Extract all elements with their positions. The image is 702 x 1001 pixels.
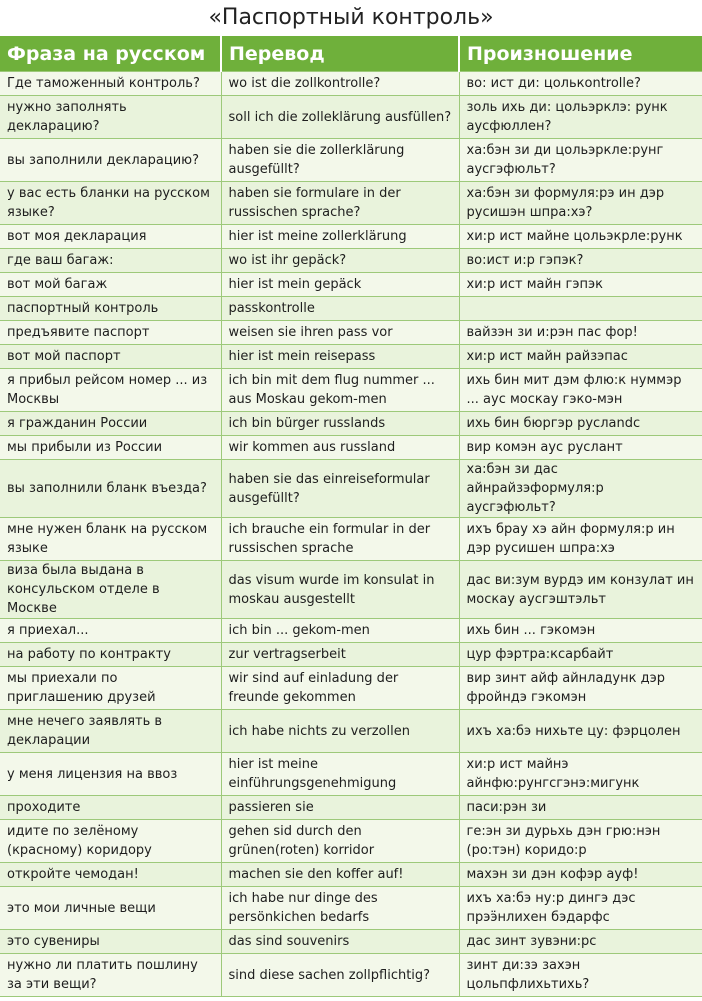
pronunciation-cell	[459, 297, 702, 321]
pronunciation-cell: во:ист и:р гэпэк?	[459, 249, 702, 273]
table-row	[0, 820, 702, 863]
russian-phrase-cell: это мои личные вещи	[0, 887, 221, 930]
russian-phrase-cell: у вас есть бланки на русском языке?	[0, 182, 221, 225]
russian-phrase-cell: идите по зелёному (красному) коридору	[0, 820, 221, 863]
table-row	[0, 710, 702, 753]
table-header-row	[0, 36, 702, 72]
russian-phrase-cell: на работу по контракту	[0, 643, 221, 667]
table-row	[0, 345, 702, 369]
pronunciation-cell: хи:р ист майн райзэпас	[459, 345, 702, 369]
russian-phrase-cell: предъявите паспорт	[0, 321, 221, 345]
header-translation: Перевод	[221, 36, 459, 72]
russian-phrase-cell: это сувениры	[0, 930, 221, 954]
translation-cell: soll ich die zolleklärung ausfüllen?	[221, 96, 459, 139]
translation-cell: ich habe nur dinge des persönkichen bedarfs	[221, 887, 459, 930]
table-row	[0, 321, 702, 345]
table-row	[0, 139, 702, 182]
russian-phrase-cell: вы заполнили бланк въезда?	[0, 460, 221, 518]
table-row	[0, 954, 702, 997]
russian-phrase-cell: вот моя декларация	[0, 225, 221, 249]
table-row	[0, 643, 702, 667]
translation-cell: hier ist meine zollerklärung	[221, 225, 459, 249]
translation-cell: ich habe nichts zu verzollen	[221, 710, 459, 753]
header-pronunciation: Произношение	[459, 36, 702, 72]
pronunciation-cell: ихь бин бюргэр руслandс	[459, 412, 702, 436]
translation-cell: machen sie den koffer auf!	[221, 863, 459, 887]
table-row	[0, 753, 702, 796]
pronunciation-cell: цур фэртра:ксарбайт	[459, 643, 702, 667]
pronunciation-cell: хи:р ист майн гэпэк	[459, 273, 702, 297]
table-row	[0, 297, 702, 321]
russian-phrase-cell: я приехал...	[0, 619, 221, 643]
russian-phrase-cell: где ваш багаж:	[0, 249, 221, 273]
table-row	[0, 72, 702, 96]
table-row	[0, 436, 702, 460]
russian-phrase-cell: я прибыл рейсом номер ... из Москвы	[0, 369, 221, 412]
pronunciation-cell: ха:бэн зи ди цольэркле:рунг аусгэфюльт?	[459, 139, 702, 182]
translation-cell: wir sind auf einladung der freunde gekommen	[221, 667, 459, 710]
translation-cell: passkontrolle	[221, 297, 459, 321]
pronunciation-cell: хи:р ист майне цольэкрле:рунк	[459, 225, 702, 249]
pronunciation-cell: ге:эн зи дурьхь дэн грю:нэн (ро:тэн) коридо:р	[459, 820, 702, 863]
table-row	[0, 369, 702, 412]
table-row	[0, 796, 702, 820]
russian-phrase-cell: виза была выдана в консульском отделе в Москве	[0, 561, 221, 619]
translation-cell: zur vertragserbeit	[221, 643, 459, 667]
table-row	[0, 249, 702, 273]
translation-cell: ich bin ... gekom-men	[221, 619, 459, 643]
russian-phrase-cell: вот мой багаж	[0, 273, 221, 297]
translation-cell: weisen sie ihren pass vor	[221, 321, 459, 345]
translation-cell: wir kommen aus russland	[221, 436, 459, 460]
translation-cell: hier ist meine einführungsgenehmigung	[221, 753, 459, 796]
russian-phrase-cell: мы приехали по приглашению друзей	[0, 667, 221, 710]
translation-cell: wo ist die zollkontrolle?	[221, 72, 459, 96]
pronunciation-cell: ха:бэн зи дас айнрайзэформуля:р аусгэфюльт?	[459, 460, 702, 518]
translation-cell: das sind souvenirs	[221, 930, 459, 954]
pronunciation-cell: зинт ди:зэ захэн цольпфлихьтихь?	[459, 954, 702, 997]
translation-cell: das visum wurde im konsulat in moskau ausgestellt	[221, 561, 459, 619]
table-row	[0, 273, 702, 297]
header-russian-phrase: Фраза на русском	[0, 36, 221, 72]
pronunciation-cell: вайзэн зи и:рэн пас фор!	[459, 321, 702, 345]
table-row	[0, 863, 702, 887]
translation-cell: hier ist mein gepäck	[221, 273, 459, 297]
russian-phrase-cell: вы заполнили декларацию?	[0, 139, 221, 182]
russian-phrase-cell: проходите	[0, 796, 221, 820]
pronunciation-cell: ихъ брау хэ айн формуля:р ин дэр русишен шпра:хэ	[459, 518, 702, 561]
pronunciation-cell: ихь бин ... гэкомэн	[459, 619, 702, 643]
russian-phrase-cell: я гражданин России	[0, 412, 221, 436]
pronunciation-cell: ихь бин мит дэм флю:к нуммэр ... аус москау гэко-мэн	[459, 369, 702, 412]
table-row	[0, 930, 702, 954]
russian-phrase-cell: нужно ли платить пошлину за эти вещи?	[0, 954, 221, 997]
pronunciation-cell: дас ви:зум вурдэ им конзулат ин москау аусгэштэльт	[459, 561, 702, 619]
page-title: «Паспортный контроль»	[0, 0, 702, 36]
russian-phrase-cell: нужно заполнять декларацию?	[0, 96, 221, 139]
translation-cell: wo ist ihr gepäck?	[221, 249, 459, 273]
table-row	[0, 667, 702, 710]
table-row	[0, 887, 702, 930]
translation-cell: sind diese sachen zollpflichtig?	[221, 954, 459, 997]
translation-cell: haben sie das einreiseformular ausgefüllt?	[221, 460, 459, 518]
pronunciation-cell: ихъ ха:бэ ну:р дингэ дэс прэӭнлихен бэдарфс	[459, 887, 702, 930]
pronunciation-cell: махэн зи дэн кофэр ауф!	[459, 863, 702, 887]
pronunciation-cell: ихъ ха:бэ нихьтe цу: фэрцолен	[459, 710, 702, 753]
translation-cell: passieren sie	[221, 796, 459, 820]
table-row	[0, 460, 702, 518]
russian-phrase-cell: мне нужен бланк на русском языке	[0, 518, 221, 561]
translation-cell: gehen sid durch den grünen(roten) korridor	[221, 820, 459, 863]
pronunciation-cell: вир комэн аус руслант	[459, 436, 702, 460]
pronunciation-cell: ха:бэн зи формуля:рэ ин дэр русишэн шпра:хэ?	[459, 182, 702, 225]
translation-cell: haben sie formulare in der russischen sprache?	[221, 182, 459, 225]
pronunciation-cell: золь ихь ди: цольэрклэ: рунк аусфюллен?	[459, 96, 702, 139]
table-row	[0, 96, 702, 139]
translation-cell: haben sie die zollerklärung ausgefüllt?	[221, 139, 459, 182]
russian-phrase-cell: откройте чемодан!	[0, 863, 221, 887]
russian-phrase-cell: мне нечего заявлять в декларации	[0, 710, 221, 753]
translation-cell: hier ist mein reisepass	[221, 345, 459, 369]
russian-phrase-cell: Где таможенный контроль?	[0, 72, 221, 96]
russian-phrase-cell: паспортный контроль	[0, 297, 221, 321]
phrase-table	[0, 36, 702, 997]
table-row	[0, 412, 702, 436]
russian-phrase-cell: мы прибыли из России	[0, 436, 221, 460]
table-row	[0, 518, 702, 561]
translation-cell: ich bin mit dem flug nummer ... aus Moskau gekom-men	[221, 369, 459, 412]
russian-phrase-cell: у меня лицензия на ввоз	[0, 753, 221, 796]
table-row	[0, 561, 702, 619]
russian-phrase-cell: вот мой паспорт	[0, 345, 221, 369]
pronunciation-cell: паси:рэн зи	[459, 796, 702, 820]
pronunciation-cell: во: ист ди: цолькontrolle?	[459, 72, 702, 96]
table-row	[0, 225, 702, 249]
table-row	[0, 619, 702, 643]
translation-cell: ich brauche ein formular in der russischen sprache	[221, 518, 459, 561]
pronunciation-cell: вир зинт айф айнладунк дэр фройндэ гэкомэн	[459, 667, 702, 710]
pronunciation-cell: хи:р ист майнэ айнфю:рунгсгэнэ:мигунк	[459, 753, 702, 796]
pronunciation-cell: дас зинт зувэни:рс	[459, 930, 702, 954]
table-row	[0, 182, 702, 225]
translation-cell: ich bin bürger russlands	[221, 412, 459, 436]
